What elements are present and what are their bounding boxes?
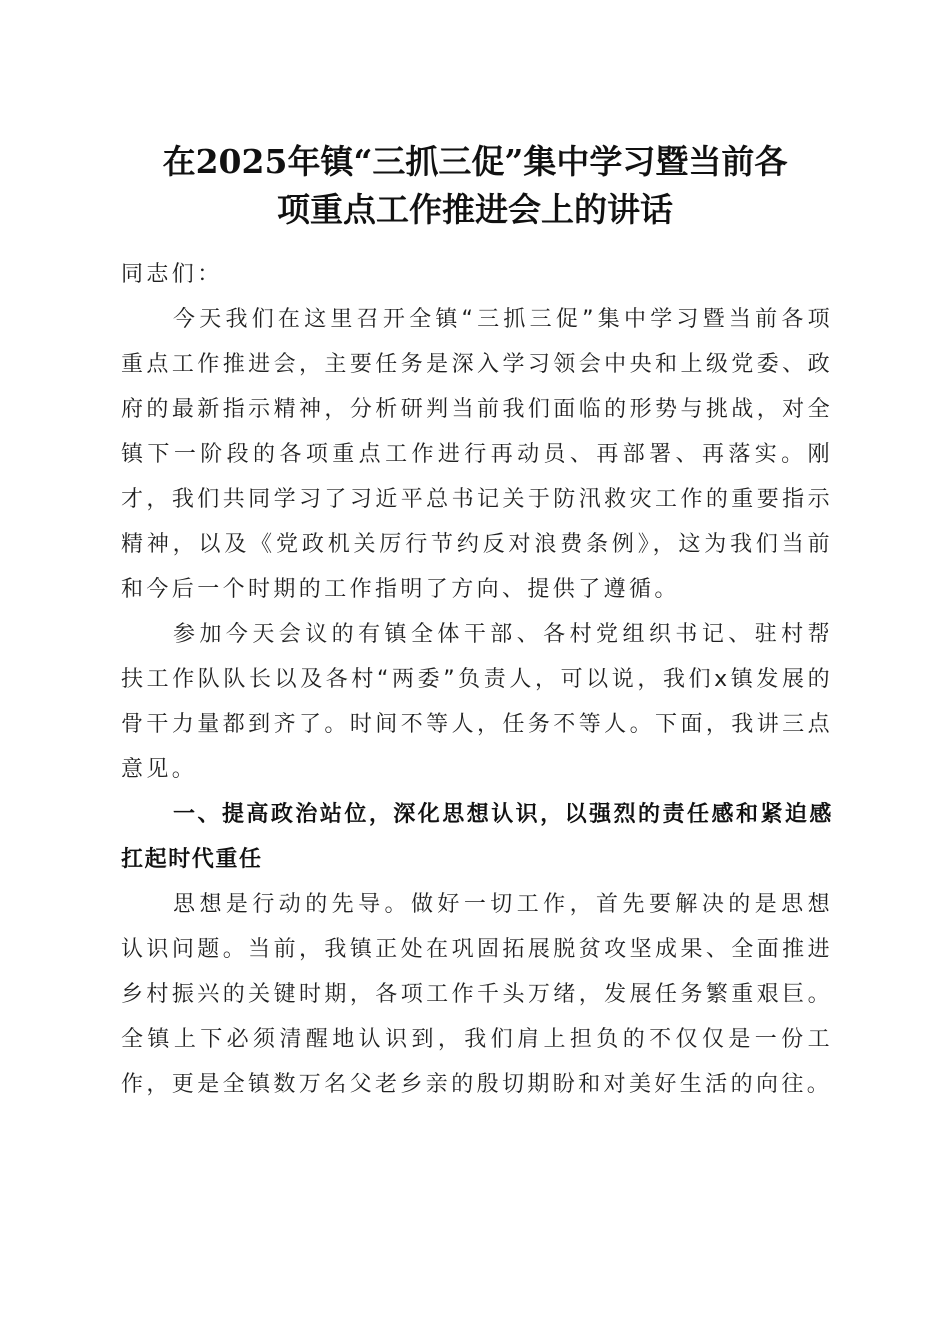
section-1-paragraph: 思想是行动的先导。做好一切工作，首先要解决的是思想认识问题。当前，我镇正处在巩固拓展脱贫攻坚成果、全面推进乡村振兴的关键时期，各项工作千头万绪，发展任务繁重艰巨。全镇上下必须清醒地认识到，我们肩上担负的不仅仅是一份工作，更是全镇数万名父老乡亲的殷切期盼和对美好生活的向往。	[121, 892, 833, 1097]
title-line-2: 项重点工作推进会上的讲话	[277, 190, 673, 229]
paragraph-opening: 今天我们在这里召开全镇“三抓三促”集中学习暨当前各项重点工作推进会，主要任务是深入学习领会中央和上级党委、政府的最新指示精神，分析研判当前我们面临的形势与挑战，对全镇下一阶段的各项重点工作进行再动员、再部署、再落实。刚才，我们共同学习了习近平总书记关于防汛救灾工作的重要指示精神，以及《党政机关厉行节约反对浪费条例》，这为我们当前和今后一个时期的工作指明了方向、提供了遵循。	[121, 307, 833, 602]
salutation: 同志们：	[121, 262, 223, 287]
title-line-1: 在2025年镇“三抓三促”集中学习暨当前各	[162, 142, 788, 181]
section-heading-1: 一、提高政治站位，深化思想认识，以强烈的责任感和紧迫感扛起时代重任	[121, 802, 833, 872]
document-title	[110, 138, 840, 234]
document-body	[121, 252, 833, 1107]
paragraph-attendees: 参加今天会议的有镇全体干部、各村党组织书记、驻村帮扶工作队队长以及各村“两委”负责人，可以说，我们x镇发展的骨干力量都到齐了。时间不等人，任务不等人。下面，我讲三点意见。	[121, 622, 833, 782]
